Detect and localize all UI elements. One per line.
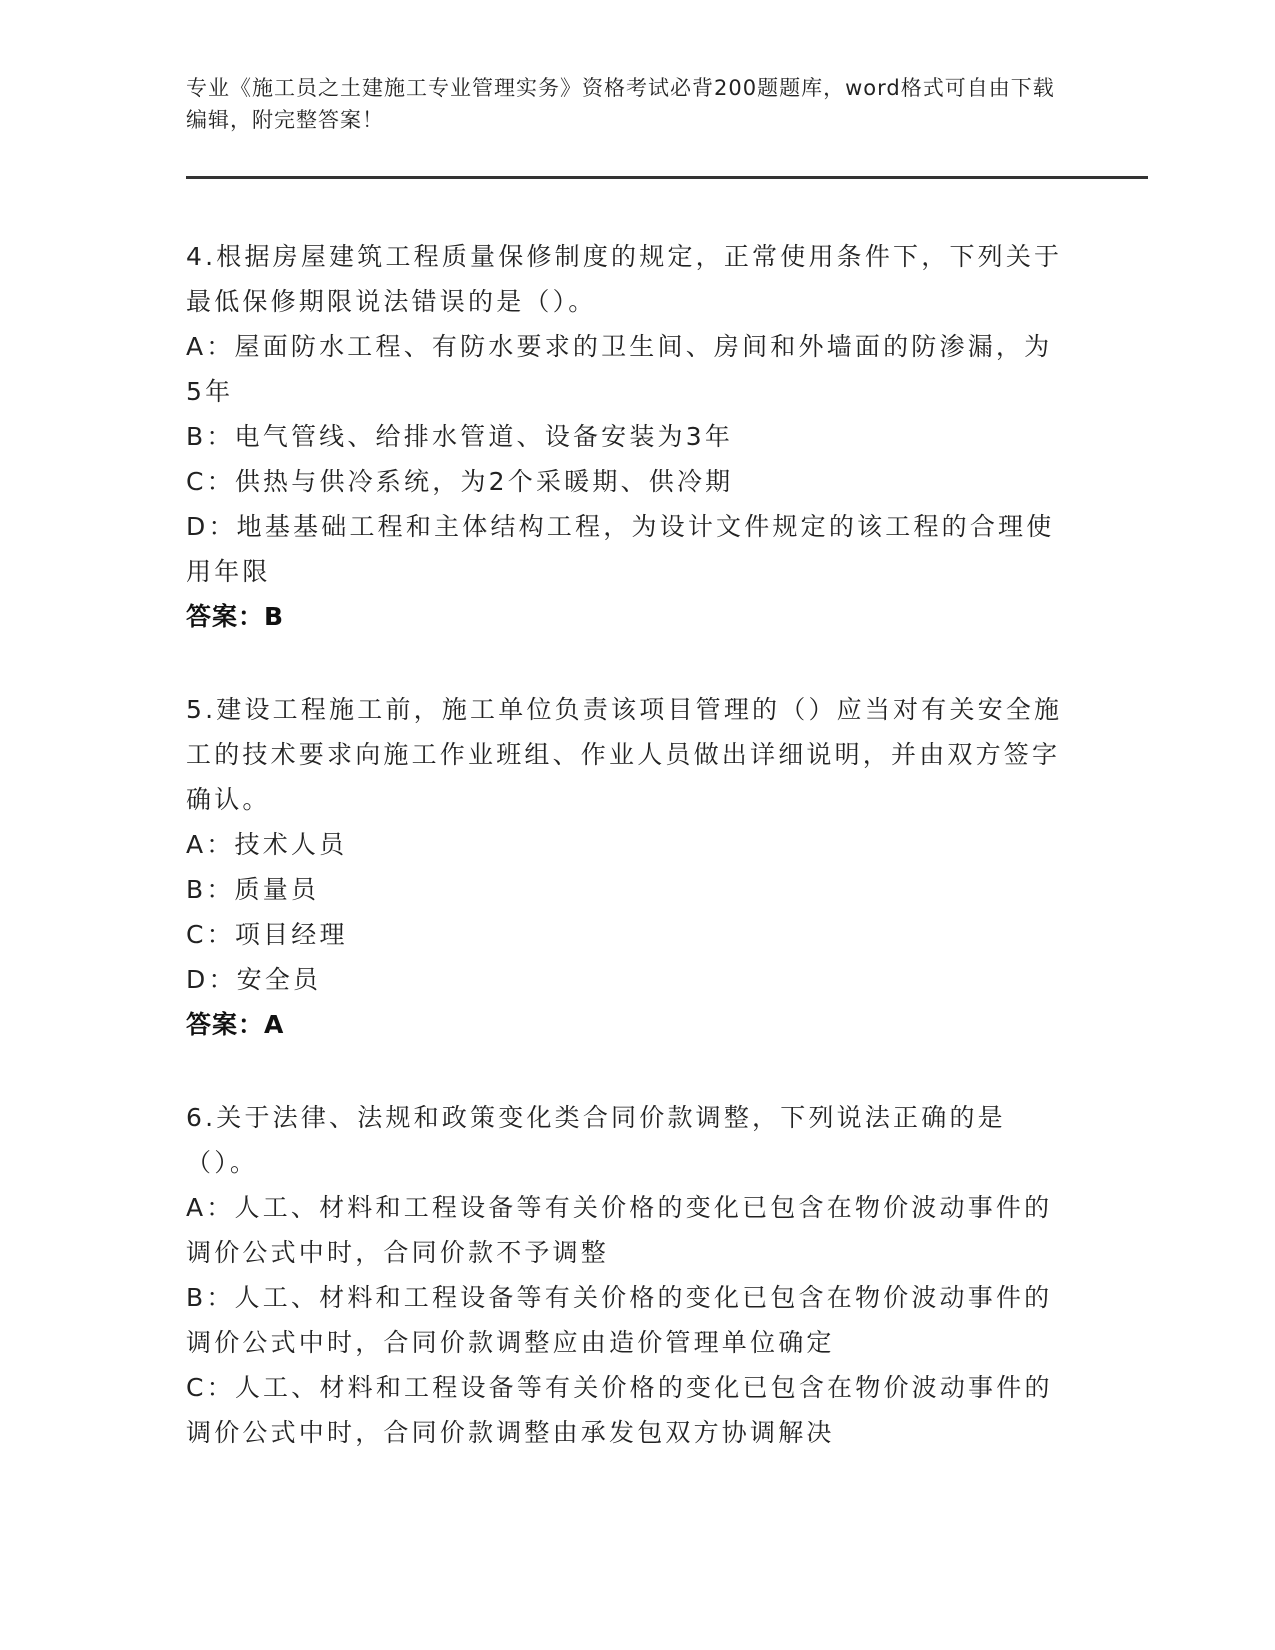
option-c: C：项目经理 <box>186 920 348 949</box>
header-title: 专业《施工员之土建施工专业管理实务》资格考试必背200题题库，word格式可自由下载编辑，附完整答案！ <box>186 76 1055 132</box>
option-b: B：电气管线、给排水管道、设备安装为3年 <box>186 422 734 451</box>
option-c: C：供热与供冷系统，为2个采暖期、供冷期 <box>186 467 734 496</box>
question-4 <box>186 234 1066 639</box>
option-a: A：屋面防水工程、有防水要求的卫生间、房间和外墙面的防渗漏，为5年 <box>186 332 1053 406</box>
option-c: C：人工、材料和工程设备等有关价格的变化已包含在物价波动事件的调价公式中时，合同价款调整由承发包双方协调解决 <box>186 1373 1053 1447</box>
question-stem: 6.关于法律、法规和政策变化类合同价款调整，下列说法正确的是（）。 <box>186 1103 1006 1177</box>
option-a: A：技术人员 <box>186 830 348 859</box>
option-d: D：安全员 <box>186 965 322 994</box>
answer: 答案：A <box>186 1010 285 1039</box>
answer: 答案：B <box>186 602 285 631</box>
question-stem: 5.建设工程施工前，施工单位负责该项目管理的（）应当对有关安全施工的技术要求向施工作业班组、作业人员做出详细说明，并由双方签字确认。 <box>186 695 1063 814</box>
option-a: A：人工、材料和工程设备等有关价格的变化已包含在物价波动事件的调价公式中时，合同价款不予调整 <box>186 1193 1053 1267</box>
header-divider <box>186 176 1148 179</box>
question-stem: 4.根据房屋建筑工程质量保修制度的规定，正常使用条件下，下列关于最低保修期限说法错误的是（）。 <box>186 242 1063 316</box>
question-6 <box>186 1095 1066 1455</box>
document-header <box>186 72 1066 136</box>
option-d: D：地基基础工程和主体结构工程，为设计文件规定的该工程的合理使用年限 <box>186 512 1055 586</box>
option-b: B：质量员 <box>186 875 320 904</box>
question-list <box>186 234 1066 1455</box>
option-b: B：人工、材料和工程设备等有关价格的变化已包含在物价波动事件的调价公式中时，合同价款调整应由造价管理单位确定 <box>186 1283 1053 1357</box>
question-5 <box>186 687 1066 1047</box>
